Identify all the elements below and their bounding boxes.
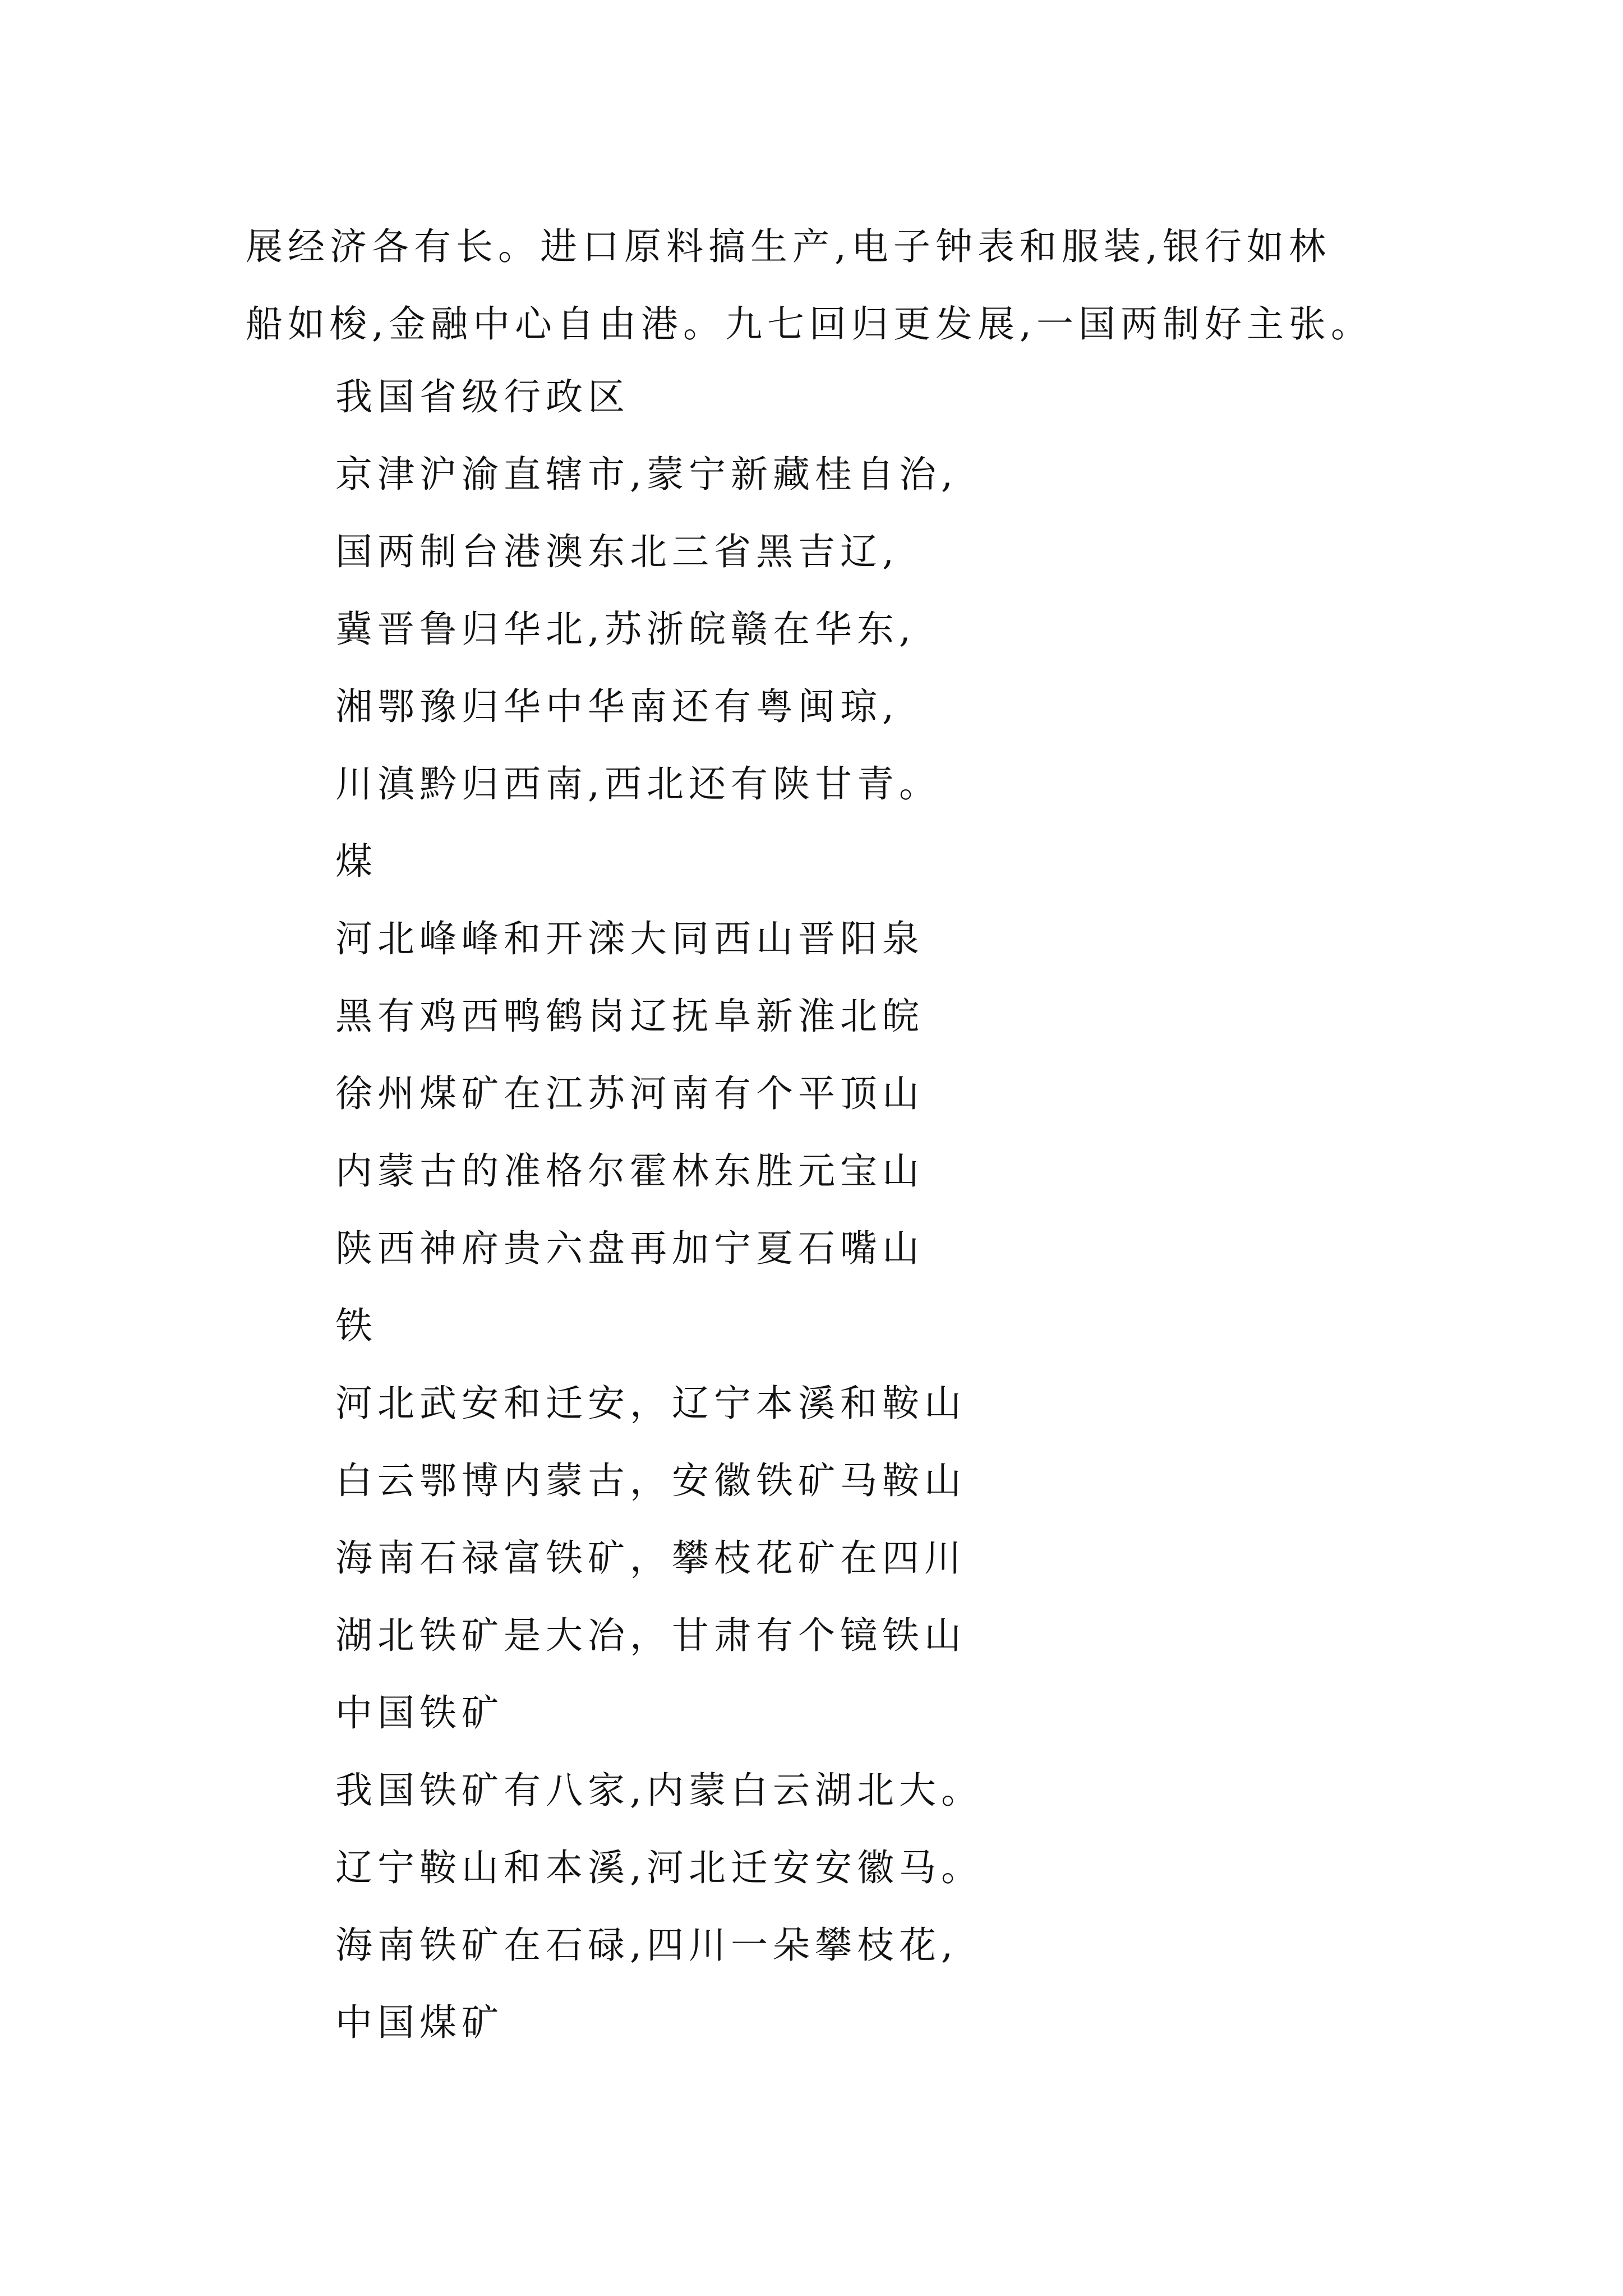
- heading-iron: 铁: [335, 1304, 377, 1347]
- verse-line: 海南铁矿在石碌,四川一朵攀枝花,: [335, 1924, 958, 1967]
- verse-line: 白云鄂博内蒙古，安徽铁矿马鞍山: [335, 1459, 966, 1502]
- heading-china-coal: 中国煤矿: [335, 2001, 504, 2044]
- verse-line: 海南石禄富铁矿，攀枝花矿在四川: [335, 1536, 966, 1580]
- verse-line: 川滇黔归西南,西北还有陕甘青。: [335, 762, 941, 806]
- heading-provinces: 我国省级行政区: [335, 375, 630, 418]
- verse-line: 冀晋鲁归华北,苏浙皖赣在华东,: [335, 608, 916, 651]
- paragraph-continuation-line-2: 船如梭,金融中心自由港。九七回归更发展,一国两制好主张。: [246, 302, 1373, 346]
- verse-line: 黑有鸡西鸭鹤岗辽抚阜新淮北皖: [335, 995, 924, 1038]
- verse-line: 河北峰峰和开滦大同西山晋阳泉: [335, 917, 924, 960]
- paragraph-continuation-line-1: 展经济各有长。进口原料搞生产,电子钟表和服装,银行如林: [246, 225, 1331, 268]
- heading-china-iron: 中国铁矿: [335, 1691, 504, 1734]
- verse-line: 湘鄂豫归华中华南还有粤闽琼,: [335, 685, 899, 728]
- verse-line: 国两制台港澳东北三省黑吉辽,: [335, 530, 899, 573]
- heading-coal: 煤: [335, 840, 377, 883]
- verse-line: 我国铁矿有八家,内蒙白云湖北大。: [335, 1769, 983, 1812]
- verse-line: 内蒙古的准格尔霍林东胜元宝山: [335, 1149, 924, 1193]
- verse-line: 湖北铁矿是大冶，甘肃有个镜铁山: [335, 1614, 966, 1657]
- verse-line: 辽宁鞍山和本溪,河北迁安安徽马。: [335, 1846, 983, 1889]
- verse-line: 陕西神府贵六盘再加宁夏石嘴山: [335, 1227, 924, 1270]
- verse-line: 徐州煤矿在江苏河南有个平顶山: [335, 1072, 924, 1115]
- verse-line: 河北武安和迁安，辽宁本溪和鞍山: [335, 1382, 966, 1425]
- verse-line: 京津沪渝直辖市,蒙宁新藏桂自治,: [335, 453, 958, 496]
